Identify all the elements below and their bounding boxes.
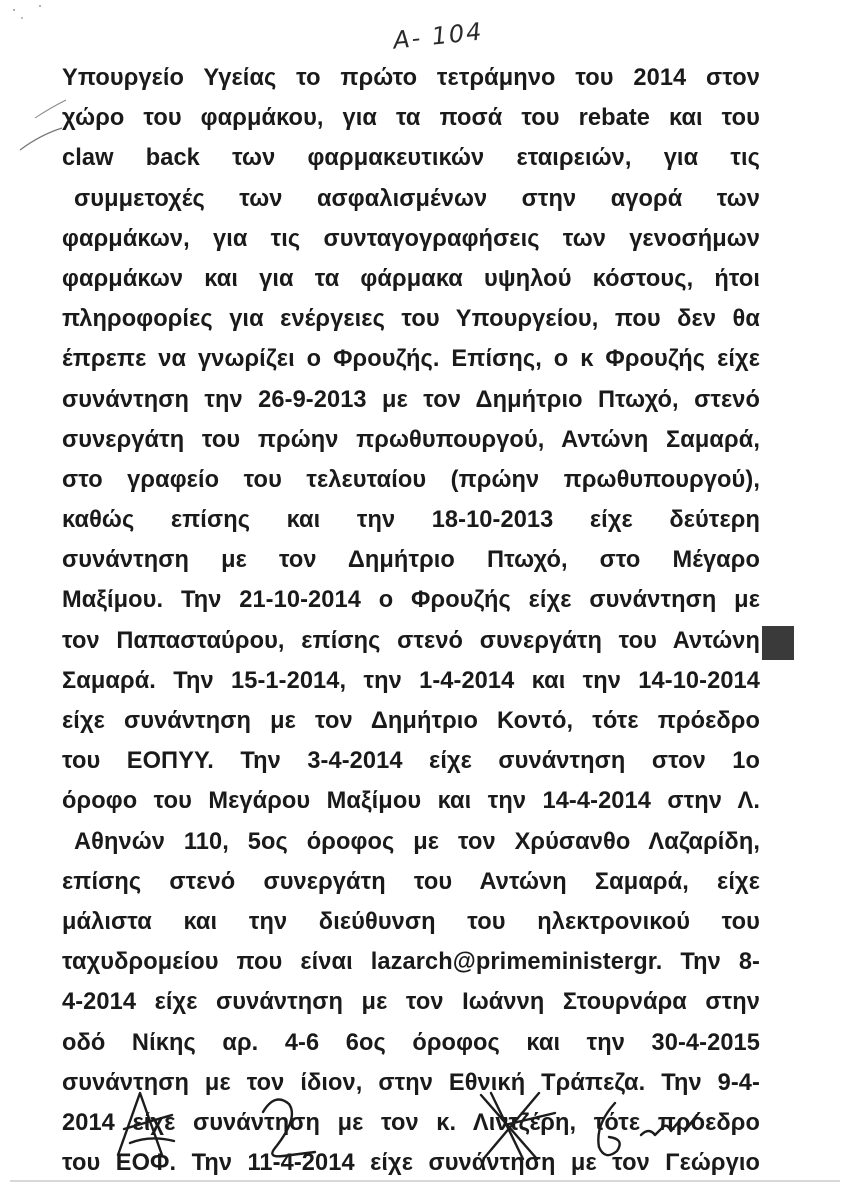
scan-edge: [10, 1180, 840, 1182]
text-line: όροφο του Μεγάρου Μαξίμου και την 14-4-2014 στην Λ.: [62, 788, 760, 815]
text-line: του ΕΟΦ. Την 11-4-2014 είχε συνάντηση με τον Γεώργιο: [62, 1150, 760, 1177]
text-line: φαρμάκων, για τις συνταγογραφήσεις των γενοσήμων: [62, 225, 760, 252]
text-line: τον Παπασταύρου, επίσης στενό συνεργάτη του Αντώνη: [62, 627, 760, 654]
signature-initial-6: [585, 1095, 715, 1165]
text-line: claw back των φαρμακευτικών εταιρειών, για τις: [62, 145, 760, 172]
document-body: [62, 58, 760, 1183]
text-line: συνάντηση με τον ίδιον, στην Εθνική Τράπεζα. Την 9-4-: [62, 1069, 760, 1096]
signature-row: [100, 1085, 740, 1165]
signature-initial-a: [110, 1085, 200, 1165]
text-line: 4-2014 είχε συνάντηση με τον Ιωάννη Στουρνάρα στην: [62, 989, 760, 1016]
text-line: συνεργάτη του πρώην πρωθυπουργού, Αντώνη Σαμαρά,: [62, 426, 760, 453]
text-line: Αθηνών 110, 5ος όροφος με τον Χρύσανθο Λαζαρίδη,: [74, 828, 760, 855]
text-line: οδό Νίκης αρ. 4-6 6ος όροφος και την 30-4-2015: [62, 1029, 760, 1056]
text-line: συνάντηση με τον Δημήτριο Πτωχό, στο Μέγαρο: [62, 547, 760, 574]
text-line: χώρο του φαρμάκου, για τα ποσά του rebate και του: [62, 105, 760, 132]
text-line: είχε συνάντηση με τον Δημήτριο Κοντό, τότε πρόεδρο: [62, 708, 760, 734]
text-line: φαρμάκων και για τα φάρμακα υψηλού κόστους, ήτοι: [62, 265, 760, 292]
text-line: έπρεπε να γνωρίζει ο Φρουζής. Επίσης, ο κ Φρουζής είχε: [62, 346, 760, 373]
text-line: συμμετοχές των ασφαλισμένων στην αγορά των: [74, 185, 760, 212]
text-line: 2014 είχε συνάντηση με τον κ. Λιντζέρη, τότε πρόεδρο: [62, 1109, 760, 1136]
text-line: ταχυδρομείου που είναι lazarch@primeministergr. Την 8-: [62, 949, 760, 976]
text-line: Σαμαρά. Την 15-1-2014, την 1-4-2014 και την 14-10-2014: [62, 667, 760, 694]
handwritten-page-number: A- 104: [391, 17, 485, 55]
text-line: του ΕΟΠΥΥ. Την 3-4-2014 είχε συνάντηση στον 1ο: [62, 748, 760, 775]
text-line: Μαξίμου. Την 21-10-2014 ο Φρουζής είχε συνάντηση με: [62, 587, 760, 614]
signature-initial-x: [475, 1085, 575, 1165]
text-line: καθώς επίσης και την 18-10-2013 είχε δεύτερη: [62, 507, 760, 534]
text-line: στο γραφείο του τελευταίου (πρώην πρωθυπουργού),: [62, 466, 760, 493]
text-line: Υπουργείο Υγείας το πρώτο τετράμηνο του 2014 στον: [62, 65, 760, 91]
signature-initial-2: [245, 1090, 335, 1165]
text-line: μάλιστα και την διεύθυνση του ηλεκτρονικού του: [62, 908, 760, 935]
text-line: επίσης στενό συνεργάτη του Αντώνη Σαμαρά, είχε: [62, 868, 760, 895]
text-line: πληροφορίες για ενέργειες του Υπουργείου, που δεν θα: [62, 306, 760, 333]
margin-marker: [762, 626, 794, 660]
text-line: συνάντηση την 26-9-2013 με τον Δημήτριο Πτωχό, στενό: [62, 386, 760, 413]
